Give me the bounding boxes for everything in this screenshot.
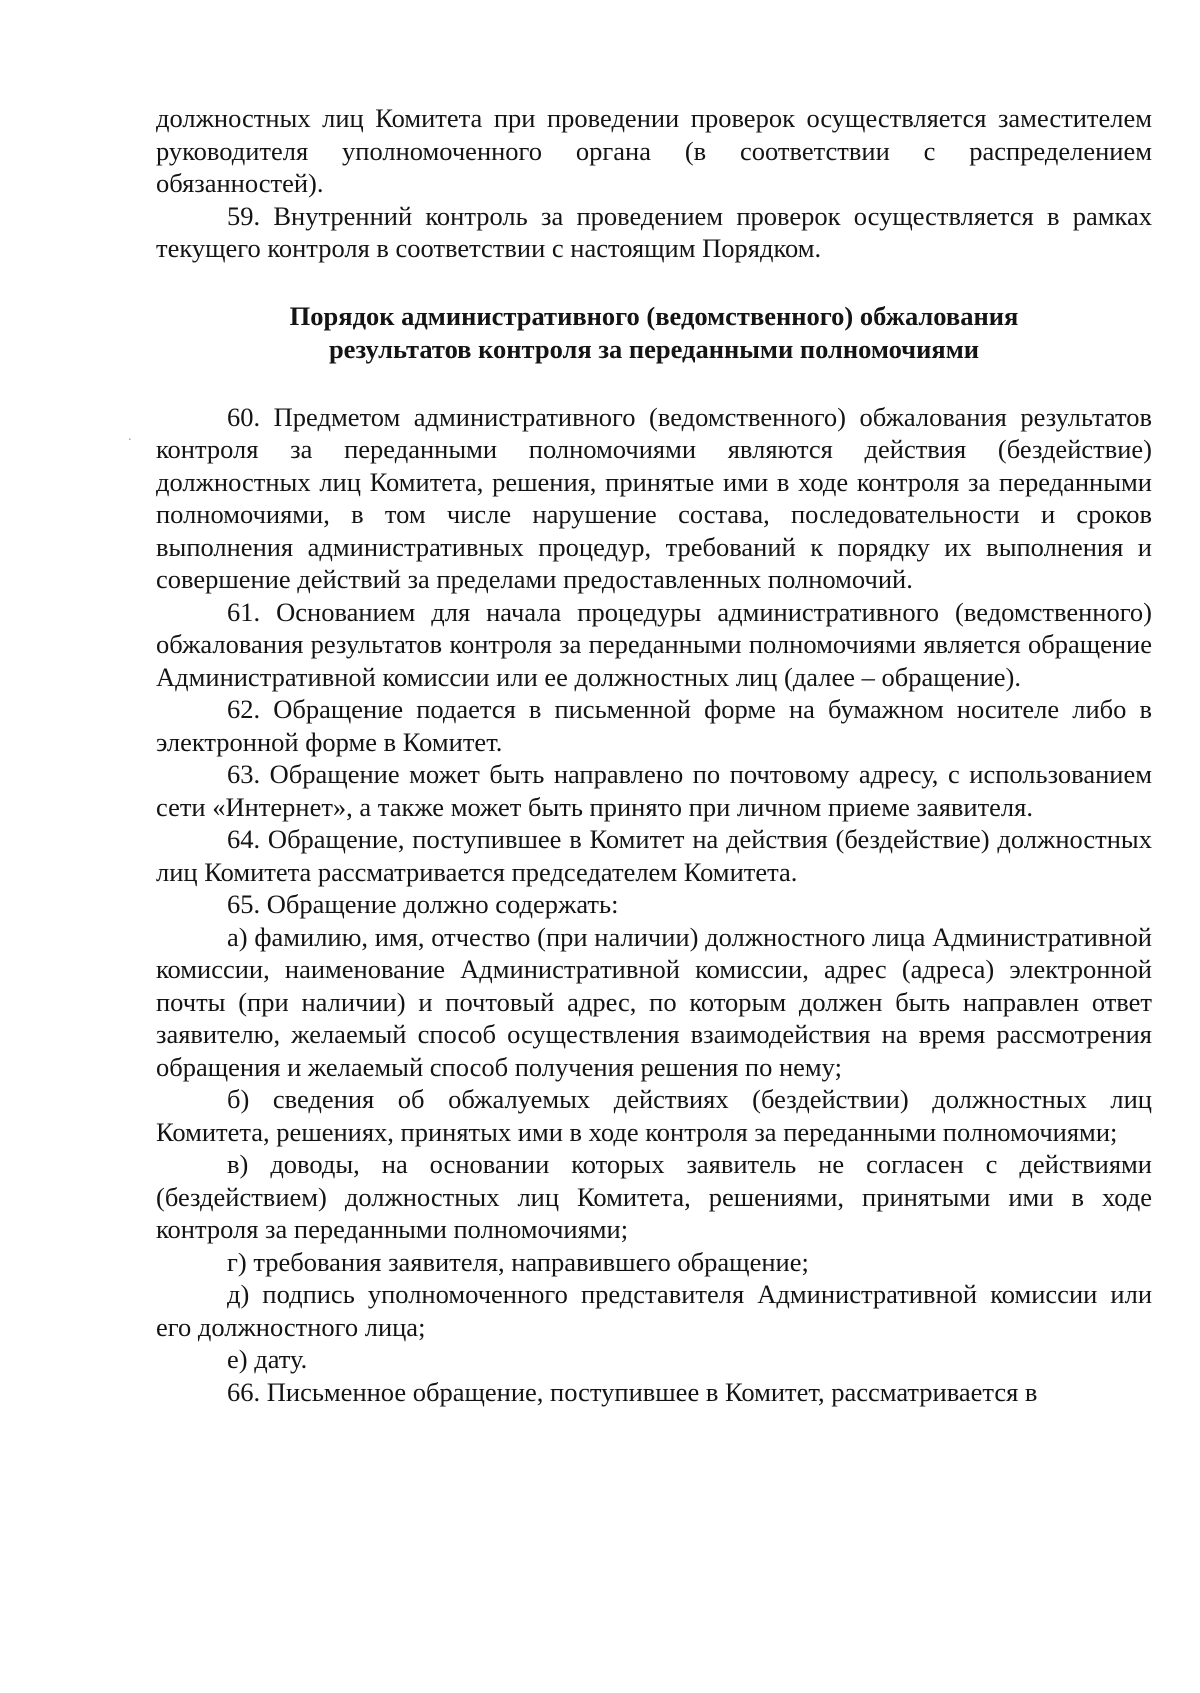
scan-speck-mark: .: [128, 429, 132, 444]
paragraph-65-item-v: в) доводы, на основании которых заявитель не согласен с действиями (бездействием) должностных лиц Комитета, решениями, принятыми ими в ходе контроля за переданными полномочиями;: [156, 1149, 1152, 1244]
paragraph-64: 64. Обращение, поступившее в Комитет на действия (бездействие) должностных лиц Комитета рассматривается председателем Комитета.: [156, 824, 1152, 887]
section-heading-line-1: Порядок административного (ведомственного) обжалования: [289, 300, 1019, 331]
paragraph-65: 65. Обращение должно содержать:: [227, 889, 619, 919]
paragraph-65-item-d: д) подпись уполномоченного представителя Административной комиссии или его должностного лица;: [156, 1279, 1152, 1342]
paragraph-61: 61. Основанием для начала процедуры административного (ведомственного) обжалования результатов контроля за переданными полномочиями является обращение Административной комиссии или ее должностных лиц (далее – обращение).: [156, 596, 1152, 692]
paragraph-65-item-a: а) фамилию, имя, отчество (при наличии) должностного лица Административной комиссии, наименование Административной комиссии, адрес (адреса) электронной почты (при наличии) и почтовый адрес, по которым должен быть направлен ответ заявителю, желаемый способ осуществления взаимодействия на время рассмотрения обращения и желаемый способ получения решения по нему;: [156, 921, 1152, 1082]
document-body: [156, 102, 1152, 1408]
paragraph-65-item-e: е) дату.: [227, 1344, 308, 1374]
paragraph-59: 59. Внутренний контроль за проведением проверок осуществляется в рамках текущего контроля в соответствии с настоящим Порядком.: [156, 200, 1152, 263]
paragraph-58-continuation: должностных лиц Комитета при проведении проверок осуществляется заместителем руководителя уполномоченного органа (в соответствии с распределением обязанностей).: [156, 103, 1152, 198]
paragraph-63: 63. Обращение может быть направлено по почтовому адресу, с использованием сети «Интернет», а также может быть принято при личном приеме заявителя.: [156, 759, 1152, 822]
paragraph-66: 66. Письменное обращение, поступившее в Комитет, рассматривается в: [227, 1376, 1038, 1407]
paragraph-65-item-b: б) сведения об обжалуемых действиях (бездействии) должностных лиц Комитета, решениях, принятых ими в ходе контроля за переданными полномочиями;: [156, 1084, 1152, 1147]
paragraph-60: 60. Предметом административного (ведомственного) обжалования результатов контроля за переданными полномочиями являются действия (бездействие) должностных лиц Комитета, решения, принятые ими в ходе контроля за переданными полномочиями, в том числе нарушение состава, последовательности и сроков выполнения административных процедур, требований к порядку их выполнения и совершение действий за пределами предоставленных полномочий.: [156, 401, 1152, 594]
paragraph-62: 62. Обращение подается в письменной форме на бумажном носителе либо в электронной форме в Комитет.: [156, 694, 1152, 757]
section-heading-line-2: результатов контроля за переданными полномочиями: [328, 333, 980, 364]
paragraph-65-item-g: г) требования заявителя, направившего обращение;: [227, 1246, 809, 1277]
section-heading: [156, 300, 1152, 366]
